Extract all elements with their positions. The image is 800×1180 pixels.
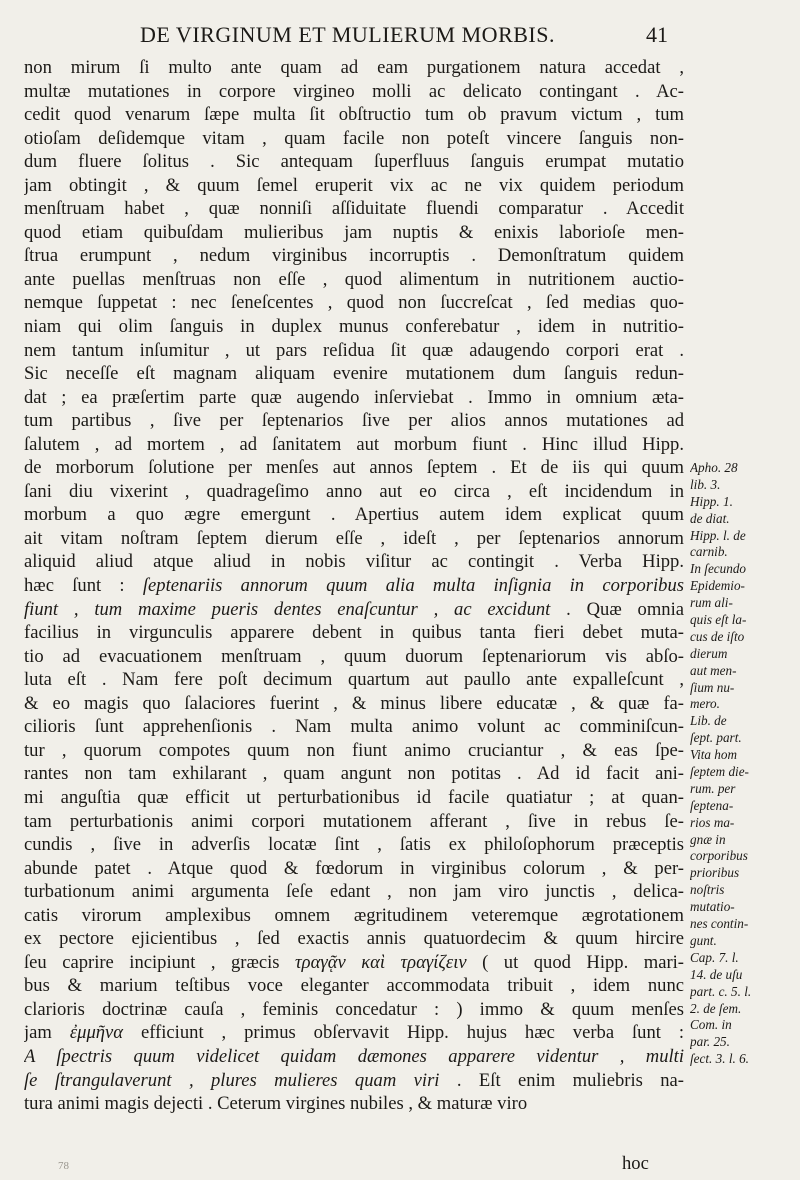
margin-note-line: Hipp. 1.: [690, 493, 733, 509]
text-line: [24, 315, 684, 339]
text-line: [24, 880, 684, 904]
text-span: turbationum animi argumenta ſeſe edant , non jam viro junctis , delica-: [24, 881, 684, 903]
margin-note-line: carnib.: [690, 544, 728, 560]
text-line: [24, 456, 684, 480]
text-line: [24, 598, 684, 622]
margin-note-line: rum ali-: [690, 595, 733, 611]
text-span: cundis , ſive in adverſis locatæ ſint , ſatis ex philoſophorum præceptis: [24, 834, 684, 856]
text-line: [24, 80, 684, 104]
text-span: mi anguſtia quæ efficit ut perturbationibus id facile quatiatur ; at quan-: [24, 786, 684, 808]
margin-note-line: noſtris: [690, 882, 725, 898]
margin-note-line: Cap. 7. l.: [690, 949, 739, 965]
text-line: [24, 951, 684, 975]
text-line: [24, 362, 684, 386]
text-line: [24, 857, 684, 881]
margin-note-line: prioribus: [690, 865, 740, 881]
text-line: [24, 1092, 684, 1116]
margin-note-line: par. 25.: [690, 1034, 730, 1050]
margin-note-line: Vita hom: [690, 747, 738, 763]
margin-note-line: Com. in: [690, 1017, 732, 1033]
text-line: [24, 197, 684, 221]
text-line: [24, 339, 684, 363]
text-span: aliquid aliud atque aliud in nobis viſitur ac contingit . Verba Hipp.: [24, 551, 684, 573]
text-line: [24, 174, 684, 198]
text-line: [24, 974, 684, 998]
text-line: [24, 527, 684, 551]
text-span: tam perturbationis animi corpori mutationem afferant , ſive in rebus ſe-: [24, 810, 684, 832]
text-line: [24, 409, 684, 433]
text-span: de morborum ſolutione per menſes aut annos ſeptem . Et de iis qui quum: [24, 457, 684, 479]
text-line: [24, 786, 684, 810]
text-line: [24, 1069, 684, 1093]
text-span: facilius in virgunculis apparere debent in quibus tanta fieri debet muta-: [24, 622, 684, 644]
text-line: [24, 150, 684, 174]
margin-note-line: aut men-: [690, 662, 737, 678]
text-span: otioſam deſidemque vitam , quam facile non poteſt vincere ſanguis non-: [24, 127, 684, 149]
text-span: nemque ſuppetat : nec ſeneſcentes , quod non ſuccreſcat , ſed medias quo-: [24, 292, 684, 314]
text-line: [24, 103, 684, 127]
text-span: rantes non tam exhilarant , quam angunt non potitas . Ad id facit ani-: [24, 763, 684, 785]
text-line: [24, 810, 684, 834]
italic-text: fiunt , tum maxime pueris dentes enaſcuntur , ac excidunt: [24, 598, 551, 620]
main-text-column: [24, 56, 684, 1116]
margin-note-line: quis eſt la-: [690, 612, 747, 628]
italic-text: A ſpectris quum videlicet quidam dæmones apparere videntur , multi: [24, 1045, 684, 1067]
text-span: ſeu caprire incipiunt , græcis: [24, 951, 296, 973]
text-span: . Quæ omnia: [550, 598, 684, 620]
italic-text: ἐμμῆνα: [69, 1022, 124, 1044]
text-span: abunde patet . Atque quod & fœdorum in virginibus colorum , & per-: [24, 857, 684, 879]
text-line: [24, 998, 684, 1022]
text-span: ſani diu vixerint , quadrageſimo anno aut eo circa , eſt incidendum in: [24, 480, 684, 502]
italic-text: τραγᾷν καὶ τραγίζειν: [295, 951, 467, 973]
text-line: [24, 833, 684, 857]
text-line: [24, 927, 684, 951]
text-span: & eo magis quo ſalaciores fuerint , & minus libere educatæ , & quæ fa-: [24, 692, 684, 714]
text-span: morbum a quo ægre emergunt . Apertius autem idem explicat quum: [24, 504, 684, 526]
margin-note-line: lib. 3.: [690, 476, 721, 492]
text-line: [24, 668, 684, 692]
text-line: [24, 550, 684, 574]
margin-note-line: Hipp. l. de: [690, 527, 746, 543]
text-span: non mirum ſi multo ante quam ad eam purgationem natura accedat ,: [24, 57, 684, 78]
margin-note-line: Apho. 28: [690, 460, 738, 475]
text-span: hæc ſunt :: [24, 575, 143, 597]
margin-note-line: 2. de ſem.: [690, 1000, 742, 1016]
text-line: [24, 268, 684, 292]
text-span: ſtrua erumpunt , nedum virginibus incorruptis . Demonſtratum quidem: [24, 245, 684, 267]
text-line: [24, 1021, 684, 1045]
italic-text: ſe ſtrangulaverunt , plures mulieres quam viri: [24, 1069, 440, 1091]
italic-text: ſeptenariis annorum quum alia multa inſignia in corporibus: [142, 575, 684, 597]
text-span: dat ; ea præſertim parte quæ augendo inſerviebat . Immo in omnium æta-: [24, 386, 684, 408]
text-line: [24, 433, 684, 457]
text-line: [24, 715, 684, 739]
text-span: ex pectore ejicientibus , ſed exactis annis quatuordecim & quum hircire: [24, 928, 684, 950]
text-line: [24, 621, 684, 645]
margin-note-line: 14. de uſu: [690, 966, 743, 982]
text-span: nem tantum inſumitur , ut pars reſidua ſit quæ adaugendo corpori erat .: [24, 339, 684, 361]
text-line: [24, 1045, 684, 1069]
text-span: jam: [24, 1022, 70, 1044]
margin-note-line: ſept. part.: [690, 730, 742, 746]
text-span: tur , quorum compotes quum non fiunt animo cruciantur , & eas ſpe-: [24, 739, 684, 761]
text-span: quod etiam quibuſdam mulieribus jam nuptis & enixis laborioſe men-: [24, 221, 684, 243]
text-line: [24, 221, 684, 245]
text-span: luta eſt . Nam fere poſt decimum quartum aut paullo ante expalleſcunt ,: [24, 669, 684, 691]
text-span: bus & marium teſtibus voce eleganter accommodata tribuit , idem nunc: [24, 975, 684, 997]
text-line: [24, 904, 684, 928]
text-line: [24, 762, 684, 786]
text-line: [24, 244, 684, 268]
margin-note-line: In ſecundo: [690, 561, 747, 577]
text-span: . Eſt enim muliebris na-: [439, 1069, 684, 1091]
text-span: cilioris ſunt apprehenſionis . Nam multa animo volunt ac comminiſcun-: [24, 716, 684, 738]
text-span: ait vitam noſtram ſeptem dierum eſſe , ideſt , per ſeptenarios annorum: [24, 527, 684, 549]
margin-note-line: dierum: [690, 645, 728, 661]
margin-note-line: mutatio-: [690, 899, 735, 915]
text-span: tum partibus , ſive per ſeptenarios ſive per alios annos mutationes ad: [24, 410, 684, 432]
margin-note-line: cus de iſto: [690, 628, 745, 644]
margin-note-line: ſect. 3. l. 6.: [690, 1051, 749, 1067]
running-head-title: DE VIRGINUM ET MULIERUM MORBIS.: [140, 22, 555, 47]
margin-note-line: Epidemio-: [690, 578, 745, 594]
page-number: 41: [646, 22, 668, 47]
text-span: cedit quod venarum ſæpe multa ſit obſtructio tum ob pravum victum , tum: [24, 104, 684, 126]
text-line: [24, 503, 684, 527]
margin-note-line: ſium nu-: [690, 679, 735, 695]
text-span: ( ut quod Hipp. mari-: [466, 951, 684, 973]
margin-note-line: gnæ in: [690, 831, 726, 847]
margin-note-line: ſeptena-: [690, 797, 734, 813]
text-line: [24, 692, 684, 716]
text-span: tio ad evacuationem menſtruam , quum duorum ſeptenariorum vis abſo-: [24, 645, 684, 667]
text-line: [24, 56, 684, 80]
text-span: jam obtingit , & quum ſemel eruperit vix ac ne vix quidem periodum: [24, 174, 684, 196]
margin-note-line: mero.: [690, 696, 720, 712]
margin-note-line: part. c. 5. l.: [690, 983, 752, 999]
text-span: clarioris doctrinæ cauſa , feminis concedatur : ) immo & quum menſes: [24, 998, 684, 1020]
text-line: [24, 645, 684, 669]
text-span: multæ mutationes in corpore virgineo molli ac delicato contingant . Ac-: [24, 80, 684, 102]
margin-note-line: de diat.: [690, 510, 730, 526]
text-span: menſtruam habet , quæ nonniſi aſſiduitate fluendi comparatur . Accedit: [24, 198, 684, 220]
text-span: ſalutem , ad mortem , ad ſanitatem aut morbum fiunt . Hinc illud Hipp.: [24, 433, 684, 455]
text-line: [24, 127, 684, 151]
margin-note-line: rios ma-: [690, 814, 735, 830]
text-span: efficiunt , primus obſervavit Hipp. hujus hæc verba ſunt :: [123, 1022, 684, 1044]
margin-note-line: nes contin-: [690, 916, 749, 932]
text-span: dum fluere ſolitus . Sic antequam ſuperfluus ſanguis erumpat mutatio: [24, 151, 684, 173]
margin-note-line: rum. per: [690, 780, 736, 796]
text-line: [24, 574, 684, 598]
text-span: Sic neceſſe eſt magnam aliquam evenire mutationem dum ſanguis redun-: [24, 363, 684, 385]
margin-note-line: Lib. de: [690, 713, 727, 729]
text-line: [24, 739, 684, 763]
text-line: [24, 386, 684, 410]
text-span: niam qui olim ſanguis in duplex munus conferebatur , idem in nutritio-: [24, 316, 684, 338]
text-span: catis virorum amplexibus omnem ægritudinem veteremque ægrotationem: [24, 904, 684, 926]
margin-note-line: ſeptem die-: [690, 764, 749, 780]
catchword: hoc: [622, 1153, 649, 1174]
margin-note-line: corporibus: [690, 848, 748, 864]
text-line: [24, 291, 684, 315]
text-line: [24, 480, 684, 504]
marginal-notes: [690, 460, 796, 1068]
text-span: tura animi magis dejecti . Ceterum virgines nubiles , & maturæ viro: [24, 1093, 528, 1115]
margin-note-line: gunt.: [690, 932, 717, 948]
text-span: ante puellas menſtruas non eſſe , quod alimentum in nutritionem auctio-: [24, 268, 684, 290]
footer-mark: 78: [58, 1160, 69, 1172]
